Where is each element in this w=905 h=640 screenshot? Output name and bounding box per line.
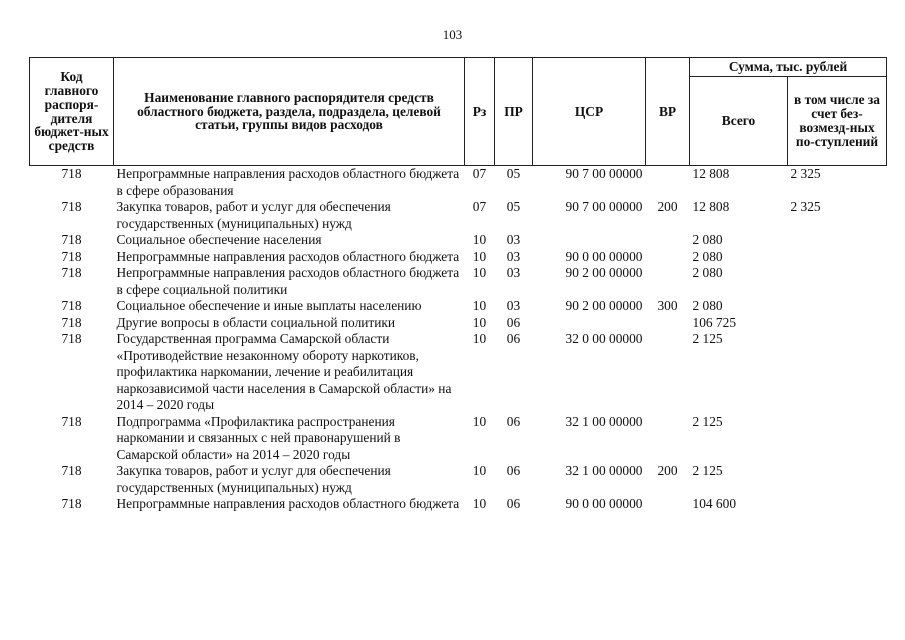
cell-code: 718 [61, 463, 82, 478]
cell-csr [533, 232, 646, 249]
cell-code: 718 [61, 265, 82, 280]
page-number: 103 [442, 27, 463, 42]
cell-name: Социальное обеспечение и иные выплаты населению [116, 298, 422, 313]
cell-pr: 06 [506, 496, 521, 511]
cell-name: Социальное обеспечение населения [116, 232, 322, 247]
cell-csr: 32 0 00 00000 [565, 331, 643, 346]
cell-rz: 10 [472, 331, 487, 346]
cell-gratis [788, 463, 887, 496]
cell-name: Непрограммные направления расходов областного бюджета в сфере социальной политики [116, 265, 460, 297]
cell-rz: 07 [472, 199, 487, 214]
cell-gratis [788, 249, 887, 266]
cell-rz: 10 [472, 314, 487, 330]
cell-rz: 10 [472, 265, 487, 280]
table-row [30, 166, 887, 200]
cell-vr: 200 [657, 463, 678, 478]
header-csr: ЦСР [533, 58, 646, 166]
cell-csr: 90 0 00 00000 [565, 496, 643, 511]
cell-vr [646, 414, 690, 464]
cell-code: 718 [61, 331, 82, 346]
cell-name: Закупка товаров, работ и услуг для обеспечения государственных (муниципальных) нужд [116, 199, 391, 231]
cell-csr [533, 315, 646, 332]
cell-total: 2 080 [692, 248, 723, 264]
cell-total: 2 080 [692, 265, 723, 280]
cell-vr [646, 166, 690, 200]
header-sum: Сумма, тыс. рублей [690, 58, 887, 77]
cell-code: 718 [61, 298, 82, 313]
cell-pr: 03 [506, 232, 521, 247]
cell-total: 12 808 [692, 166, 730, 181]
table-row [30, 414, 887, 464]
cell-pr: 06 [506, 413, 521, 429]
cell-total: 2 125 [692, 331, 723, 346]
header-code: Код главного распоря-дителя бюджет-ных средств [30, 58, 114, 166]
cell-pr: 06 [506, 463, 521, 478]
cell-gratis [788, 414, 887, 464]
table-row [30, 249, 887, 266]
cell-csr: 32 1 00 00000 [565, 463, 643, 478]
cell-code: 718 [61, 199, 82, 214]
header-name: Наименование главного распорядителя средств областного бюджета, раздела, подраздела, целевой статьи, группы видов расходов [114, 58, 465, 166]
cell-gratis [788, 315, 887, 332]
header-rz: Рз [465, 58, 495, 166]
header-total: Всего [690, 77, 788, 166]
cell-gratis [788, 298, 887, 315]
cell-pr: 06 [506, 331, 521, 346]
cell-vr [646, 232, 690, 249]
cell-rz: 10 [472, 463, 487, 478]
cell-total: 2 080 [692, 298, 723, 313]
table-row [30, 496, 887, 513]
cell-name: Закупка товаров, работ и услуг для обеспечения государственных (муниципальных) нужд [116, 463, 391, 495]
cell-pr: 03 [506, 265, 521, 280]
cell-total: 2 080 [692, 232, 723, 247]
cell-rz: 10 [472, 248, 487, 264]
cell-vr [646, 265, 690, 298]
cell-code: 718 [61, 314, 82, 330]
cell-pr: 05 [506, 166, 521, 181]
cell-name: Подпрограмма «Профилактика распространения наркомании и связанных с ней правонарушений в Самарской области» на 2014 – 2020 годы [116, 413, 401, 462]
cell-pr: 03 [506, 298, 521, 313]
cell-csr: 90 7 00 00000 [565, 199, 643, 214]
cell-rz: 10 [472, 298, 487, 313]
cell-code: 718 [61, 166, 82, 181]
cell-name: Государственная программа Самарской области «Противодействие незаконному обороту наркотиков, профилактика наркомании, лечение и реабилитация наркозависимой части населения в Самарской области» на 2014 – 2020 годы [116, 331, 452, 412]
cell-name: Непрограммные направления расходов областного бюджета [116, 496, 460, 511]
cell-pr: 06 [506, 314, 521, 330]
cell-name: Другие вопросы в области социальной политики [116, 314, 396, 330]
cell-vr [646, 315, 690, 332]
header-pr: ПР [495, 58, 533, 166]
cell-vr: 200 [657, 199, 678, 214]
cell-pr: 05 [506, 199, 521, 214]
table-row [30, 463, 887, 496]
header-vr: ВР [646, 58, 690, 166]
cell-csr: 32 1 00 00000 [565, 413, 643, 429]
cell-pr: 03 [506, 248, 521, 264]
cell-total: 106 725 [692, 314, 737, 330]
cell-total: 2 125 [692, 463, 723, 478]
cell-csr: 90 7 00 00000 [565, 166, 643, 181]
cell-gratis: 2 325 [790, 199, 821, 214]
table-row [30, 199, 887, 232]
table-row [30, 265, 887, 298]
cell-total: 12 808 [692, 199, 730, 214]
cell-vr: 300 [657, 298, 678, 313]
header-gratis: в том числе за счет без-возмезд-ных по-ступлений [788, 77, 887, 166]
cell-name: Непрограммные направления расходов областного бюджета в сфере образования [116, 166, 460, 198]
cell-total: 104 600 [692, 496, 737, 511]
cell-rz: 10 [472, 496, 487, 511]
cell-gratis [788, 265, 887, 298]
cell-code: 718 [61, 496, 82, 511]
cell-rz: 10 [472, 232, 487, 247]
cell-vr [646, 249, 690, 266]
cell-rz: 07 [472, 166, 487, 181]
cell-code: 718 [61, 248, 82, 264]
table-row [30, 298, 887, 315]
cell-total: 2 125 [692, 413, 723, 429]
table-row [30, 331, 887, 414]
cell-gratis: 2 325 [790, 166, 821, 181]
cell-vr [646, 496, 690, 513]
cell-code: 718 [61, 413, 82, 429]
cell-rz: 10 [472, 413, 487, 429]
cell-csr: 90 0 00 00000 [565, 248, 643, 264]
table-row [30, 315, 887, 332]
cell-csr: 90 2 00 00000 [565, 265, 643, 280]
cell-code: 718 [61, 232, 82, 247]
cell-gratis [788, 331, 887, 414]
table-row [30, 232, 887, 249]
cell-csr: 90 2 00 00000 [565, 298, 643, 313]
cell-name: Непрограммные направления расходов областного бюджета [116, 248, 460, 264]
cell-gratis [788, 496, 887, 513]
budget-table [29, 57, 887, 513]
cell-gratis [788, 232, 887, 249]
cell-vr [646, 331, 690, 414]
